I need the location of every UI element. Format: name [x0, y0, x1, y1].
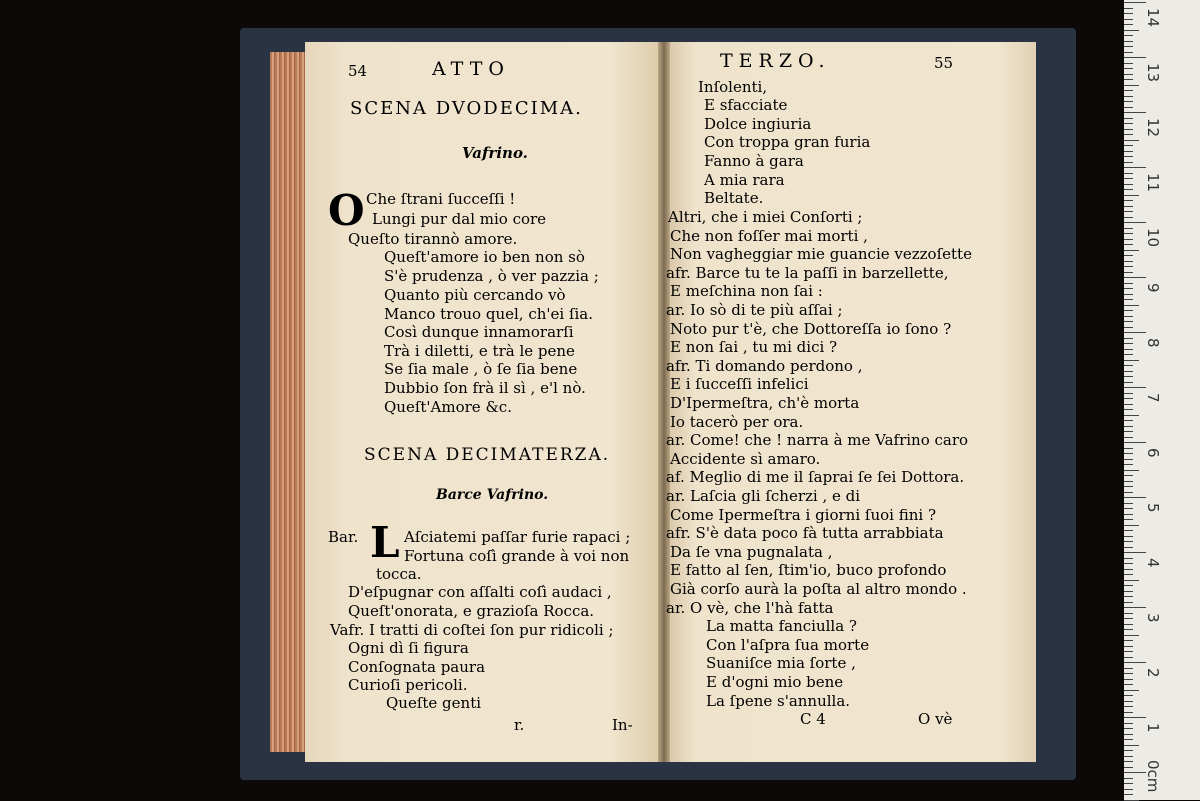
ruler-tick	[1124, 85, 1139, 86]
verse-line: Che ſtrani ſucceſſi !	[366, 190, 516, 208]
verse-line: Ogni dì ſi figura	[348, 639, 469, 657]
verse-line: Queſto tirannò amore.	[348, 230, 518, 248]
verse-line: E meſchina non ſai :	[670, 282, 823, 300]
ruler-tick	[1124, 717, 1146, 718]
scene-12-speaker: Vafrino.	[462, 144, 528, 162]
ruler-label: 3	[1144, 613, 1162, 623]
verse-line: ar. Io sò di te più aſſai ;	[666, 301, 843, 319]
scene-13-speakers: Barce Vafrino.	[436, 487, 549, 503]
ruler-tick	[1124, 596, 1133, 597]
ruler-tick	[1124, 739, 1133, 740]
ruler-tick	[1124, 464, 1133, 465]
ruler-tick	[1124, 695, 1133, 696]
verse-line: D'Ipermeſtra, ch'è morta	[670, 394, 860, 412]
ruler-tick	[1124, 338, 1133, 339]
verse-line: Aſciatemi paſſar furie rapaci ;	[404, 528, 631, 546]
ruler-tick	[1124, 794, 1133, 795]
ruler-tick	[1124, 503, 1133, 504]
verse-line: afr. S'è data poco fà tutta arrabbiata	[666, 524, 944, 542]
verse-line: Inſolenti,	[698, 78, 768, 96]
ruler-tick	[1124, 525, 1139, 526]
ruler-tick	[1124, 30, 1139, 31]
ruler-tick	[1124, 651, 1133, 652]
right-signature-mark: C 4	[800, 710, 826, 728]
verse-line: Come Ipermeſtra i giorni ſuoi fini ?	[670, 506, 936, 524]
ruler-tick	[1124, 426, 1133, 427]
ruler-tick	[1124, 442, 1146, 443]
ruler-tick	[1124, 266, 1133, 267]
ruler-tick	[1124, 591, 1133, 592]
ruler-label: 9	[1144, 283, 1162, 293]
ruler-tick	[1124, 382, 1133, 383]
ruler-tick	[1124, 222, 1146, 223]
verse-line: Queſt'onorata, e grazioſa Rocca.	[348, 602, 595, 620]
ruler-tick	[1124, 250, 1139, 251]
verse-line: Suaniſce mia ſorte ,	[706, 654, 856, 672]
ruler-tick	[1124, 569, 1133, 570]
ruler-tick	[1124, 195, 1139, 196]
ruler-tick	[1124, 255, 1133, 256]
ruler-tick	[1124, 756, 1133, 757]
ruler-tick	[1124, 563, 1133, 564]
ruler-tick	[1124, 35, 1133, 36]
verse-line: La ſpene s'annulla.	[706, 692, 851, 710]
ruler-tick	[1124, 354, 1133, 355]
ruler-tick	[1124, 19, 1133, 20]
verse-line: Noto pur t'è, che Dottoreſſa io ſono ?	[670, 320, 952, 338]
ruler-tick	[1124, 151, 1133, 152]
verse-line: A mia rara	[704, 171, 785, 189]
verse-line: Queſte genti	[386, 694, 482, 712]
ruler-tick	[1124, 24, 1133, 25]
ruler-label: 10	[1144, 228, 1162, 248]
verse-line: Accidente sì amaro.	[670, 450, 821, 468]
ruler-tick	[1124, 277, 1146, 278]
ruler-tick	[1124, 112, 1146, 113]
ruler-label: 11	[1144, 173, 1162, 193]
ruler-tick	[1124, 206, 1133, 207]
verse-line: Trà i diletti, e trà le pene	[384, 342, 575, 360]
ruler-tick	[1124, 772, 1146, 773]
ruler-tick	[1124, 233, 1133, 234]
ruler-label: 14	[1144, 8, 1162, 28]
ruler-tick	[1124, 481, 1133, 482]
verse-line: Con l'aſpra ſua morte	[706, 636, 870, 654]
verse-line: Così dunque innamorarſi	[384, 323, 574, 341]
ruler-tick	[1124, 437, 1133, 438]
ruler-tick	[1124, 200, 1133, 201]
verse-line: tocca.	[376, 565, 422, 583]
book-gutter	[658, 42, 670, 762]
ruler-tick	[1124, 8, 1133, 9]
ruler-tick	[1124, 96, 1133, 97]
ruler-tick	[1124, 657, 1133, 658]
verse-line: E fatto al ſen, ſtim'io, buco profondo	[670, 561, 947, 579]
ruler-tick	[1124, 173, 1133, 174]
ruler-label: 5	[1144, 503, 1162, 513]
ruler-tick	[1124, 46, 1133, 47]
scene-12-drop-cap: O	[328, 186, 365, 235]
ruler-tick	[1124, 365, 1133, 366]
ruler-tick	[1124, 712, 1133, 713]
ruler-tick	[1124, 750, 1133, 751]
verse-line: Beltate.	[704, 189, 764, 207]
ruler-tick	[1124, 536, 1133, 537]
ruler-label: 7	[1144, 393, 1162, 403]
ruler-tick	[1124, 486, 1133, 487]
verse-line: af. Meglio di me il ſaprai ſe ſei Dottora.	[666, 468, 965, 486]
ruler-tick	[1124, 624, 1133, 625]
ruler-tick	[1124, 343, 1133, 344]
verse-line: Manco trouo quel, ch'ei ſia.	[384, 305, 594, 323]
verse-line: E d'ogni mio bene	[706, 673, 844, 691]
verse-line: Già corſo aurà la poſta al altro mondo .	[670, 580, 967, 598]
ruler-tick	[1124, 41, 1133, 42]
ruler-tick	[1124, 684, 1133, 685]
verse-line: Altri, che i miei Conſorti ;	[668, 208, 863, 226]
ruler-tick	[1124, 580, 1139, 581]
left-page-number: 54	[348, 62, 368, 80]
scene-13-title: SCENA DECIMATERZA.	[364, 445, 611, 465]
ruler-tick	[1124, 497, 1146, 498]
ruler-tick	[1124, 646, 1133, 647]
ruler-tick	[1124, 167, 1146, 168]
right-catchword: O vè	[918, 710, 953, 728]
ruler-tick	[1124, 404, 1133, 405]
ruler-label: 1	[1144, 723, 1162, 733]
ruler-tick	[1124, 492, 1133, 493]
ruler-tick	[1124, 475, 1133, 476]
ruler-tick	[1124, 706, 1133, 707]
ruler-tick	[1124, 74, 1133, 75]
verse-line: Non vagheggiar mie guancie vezzoſette	[670, 245, 972, 263]
ruler-tick	[1124, 453, 1133, 454]
ruler-tick	[1124, 178, 1133, 179]
verse-line: Quanto più cercando vò	[384, 286, 566, 304]
ruler-tick	[1124, 13, 1133, 14]
ruler-tick	[1124, 101, 1133, 102]
ruler-label: 13	[1144, 63, 1162, 83]
ruler-tick	[1124, 332, 1146, 333]
ruler-tick	[1124, 420, 1133, 421]
ruler-label: 0cm	[1144, 760, 1162, 793]
verse-line: Queſt'Amore &c.	[384, 398, 512, 416]
ruler-tick	[1124, 745, 1139, 746]
ruler-tick	[1124, 239, 1133, 240]
left-running-head: ATTO	[432, 58, 510, 80]
ruler-tick	[1124, 470, 1139, 471]
ruler-tick	[1124, 123, 1133, 124]
ruler-label: 6	[1144, 448, 1162, 458]
verse-line: D'eſpugnar con aſſalti coſì audaci ,	[348, 583, 612, 601]
ruler-tick	[1124, 90, 1133, 91]
scene-13-drop-cap: L	[370, 518, 400, 567]
ruler-tick	[1124, 217, 1133, 218]
ruler-tick	[1124, 360, 1139, 361]
ruler-tick	[1124, 2, 1146, 3]
ruler-tick	[1124, 690, 1139, 691]
ruler-tick	[1124, 162, 1133, 163]
ruler-tick	[1124, 679, 1133, 680]
ruler-tick	[1124, 734, 1133, 735]
ruler-tick	[1124, 376, 1133, 377]
verse-line: Da ſe vna pugnalata ,	[670, 543, 833, 561]
verse-line: Dolce ingiuria	[704, 115, 812, 133]
ruler-tick	[1124, 57, 1146, 58]
ruler-tick	[1124, 728, 1133, 729]
left-signature-mark: r.	[514, 716, 525, 734]
ruler-tick	[1124, 184, 1133, 185]
right-running-head: TERZO.	[720, 50, 831, 72]
verse-line: ar. Come! che ! narra à me Vafrino caro	[666, 431, 969, 449]
verse-line: Conſognata paura	[348, 658, 486, 676]
ruler-tick	[1124, 387, 1146, 388]
verse-line: ar. O vè, che l'hà fatta	[666, 599, 834, 617]
verse-line: Io tacerò per ora.	[670, 413, 804, 431]
ruler-tick	[1124, 393, 1133, 394]
ruler-tick	[1124, 52, 1133, 53]
ruler-tick	[1124, 673, 1133, 674]
verse-line: Con troppa gran furia	[704, 133, 871, 151]
ruler-tick	[1124, 398, 1133, 399]
ruler-tick	[1124, 288, 1133, 289]
ruler-tick	[1124, 585, 1133, 586]
ruler-tick	[1124, 541, 1133, 542]
ruler-tick	[1124, 602, 1133, 603]
ruler-tick	[1124, 640, 1133, 641]
ruler-tick	[1124, 574, 1133, 575]
ruler-tick	[1124, 118, 1133, 119]
verse-line: Che non foſſer mai morti ,	[670, 227, 868, 245]
verse-line: Fanno à gara	[704, 152, 804, 170]
ruler-tick	[1124, 305, 1139, 306]
ruler-tick	[1124, 409, 1133, 410]
ruler-tick	[1124, 662, 1146, 663]
ruler-tick	[1124, 530, 1133, 531]
ruler-tick	[1124, 767, 1133, 768]
ruler-tick	[1124, 618, 1133, 619]
ruler-label: 12	[1144, 118, 1162, 138]
ruler-tick	[1124, 156, 1133, 157]
ruler-tick	[1124, 629, 1133, 630]
ruler-tick	[1124, 129, 1133, 130]
ruler-tick	[1124, 63, 1133, 64]
ruler-tick	[1124, 327, 1133, 328]
verse-line: E i ſucceſſi infelici	[670, 375, 809, 393]
ruler-tick	[1124, 371, 1133, 372]
verse-line: S'è prudenza , ò ver pazzia ;	[384, 267, 599, 285]
ruler-tick	[1124, 189, 1133, 190]
scene-12-title: SCENA DVODECIMA.	[350, 98, 583, 119]
measuring-ruler	[1124, 0, 1200, 800]
ruler-tick	[1124, 607, 1146, 608]
ruler-tick	[1124, 635, 1139, 636]
ruler-label: 2	[1144, 668, 1162, 678]
ruler-tick	[1124, 79, 1133, 80]
ruler-tick	[1124, 508, 1133, 509]
ruler-tick	[1124, 321, 1133, 322]
ruler-tick	[1124, 761, 1133, 762]
ruler-tick	[1124, 778, 1133, 779]
ruler-tick	[1124, 514, 1133, 515]
ruler-tick	[1124, 272, 1133, 273]
verse-line: afr. Ti domando perdono ,	[666, 357, 863, 375]
ruler-tick	[1124, 547, 1133, 548]
verse-line: E sfacciate	[704, 96, 788, 114]
verse-line: E non ſai , tu mi dici ?	[670, 338, 838, 356]
ruler-tick	[1124, 349, 1133, 350]
ruler-tick	[1124, 107, 1133, 108]
ruler-tick	[1124, 701, 1133, 702]
ruler-tick	[1124, 244, 1133, 245]
ruler-tick	[1124, 552, 1146, 553]
ruler-tick	[1124, 459, 1133, 460]
speaker-label: Bar.	[328, 528, 359, 546]
right-page-number: 55	[934, 54, 954, 72]
verse-line: La matta fanciulla ?	[706, 617, 857, 635]
ruler-tick	[1124, 310, 1133, 311]
ruler-tick	[1124, 316, 1133, 317]
ruler-tick	[1124, 415, 1139, 416]
ruler-label: 8	[1144, 338, 1162, 348]
ruler-tick	[1124, 613, 1133, 614]
verse-line: Se ſia male , ò ſe ſia bene	[384, 360, 578, 378]
ruler-tick	[1124, 140, 1139, 141]
verse-line: Curioſi pericoli.	[348, 676, 468, 694]
ruler-tick	[1124, 283, 1133, 284]
left-catchword: In-	[612, 716, 633, 734]
verse-line: afr. Barce tu te la paſſi in barzellette,	[666, 264, 949, 282]
ruler-tick	[1124, 294, 1133, 295]
ruler-tick	[1124, 789, 1133, 790]
verse-line: ar. Laſcia gli ſcherzi , e di	[666, 487, 861, 505]
ruler-tick	[1124, 668, 1133, 669]
ruler-tick	[1124, 228, 1133, 229]
ruler-tick	[1124, 519, 1133, 520]
ruler-tick	[1124, 299, 1133, 300]
ruler-tick	[1124, 448, 1133, 449]
verse-line: Fortuna coſì grande à voi non	[404, 547, 630, 565]
ruler-label: 4	[1144, 558, 1162, 568]
ruler-tick	[1124, 211, 1133, 212]
ruler-tick	[1124, 431, 1133, 432]
ruler-tick	[1124, 261, 1133, 262]
verse-line: Queſt'amore io ben non sò	[384, 248, 585, 266]
ruler-tick	[1124, 558, 1133, 559]
ruler-tick	[1124, 723, 1133, 724]
ruler-tick	[1124, 68, 1133, 69]
ruler-tick	[1124, 783, 1133, 784]
ruler-tick	[1124, 145, 1133, 146]
verse-line: Vafr. I tratti di coſtei ſon pur ridicoli ;	[330, 621, 614, 639]
verse-line: Dubbio ſon frà il sì , e'l nò.	[384, 379, 586, 397]
verse-line: Lungi pur dal mio core	[372, 210, 547, 228]
ruler-tick	[1124, 134, 1133, 135]
